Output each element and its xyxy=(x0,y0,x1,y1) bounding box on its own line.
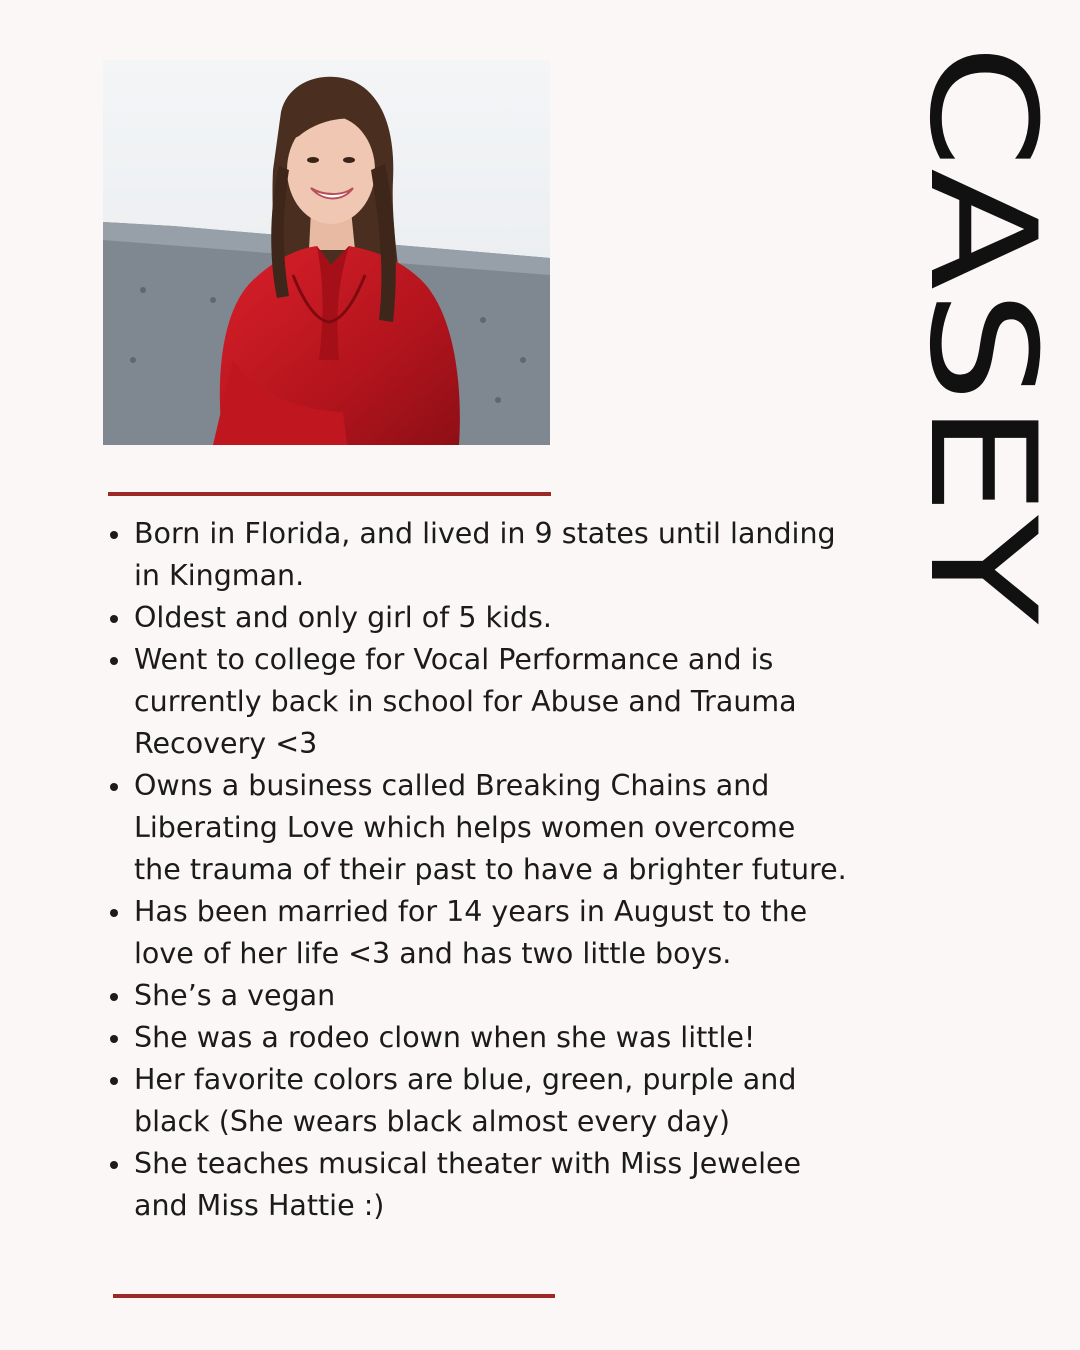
list-item: Her favorite colors are blue, green, purple and black (She wears black almost every day) xyxy=(108,1059,848,1143)
list-item: Went to college for Vocal Performance and is currently back in school for Abuse and Trauma Recovery <3 xyxy=(108,639,848,765)
list-item: Born in Florida, and lived in 9 states until landing in Kingman. xyxy=(108,513,848,597)
divider-top xyxy=(108,492,551,496)
profile-photo xyxy=(103,60,550,445)
divider-bottom xyxy=(113,1294,555,1298)
list-item: Owns a business called Breaking Chains and Liberating Love which helps women overcome the trauma of their past to have a brighter future. xyxy=(108,765,848,891)
name-heading-text: CASEY xyxy=(897,44,1067,520)
list-item: She’s a vegan xyxy=(108,975,848,1017)
list-item: She teaches musical theater with Miss Jewelee and Miss Hattie :) xyxy=(108,1143,848,1227)
name-heading xyxy=(885,40,1067,630)
list-item: Oldest and only girl of 5 kids. xyxy=(108,597,848,639)
list-item: She was a rodeo clown when she was little! xyxy=(108,1017,848,1059)
bio-list xyxy=(108,513,848,1227)
list-item: Has been married for 14 years in August to the love of her life <3 and has two little boys. xyxy=(108,891,848,975)
